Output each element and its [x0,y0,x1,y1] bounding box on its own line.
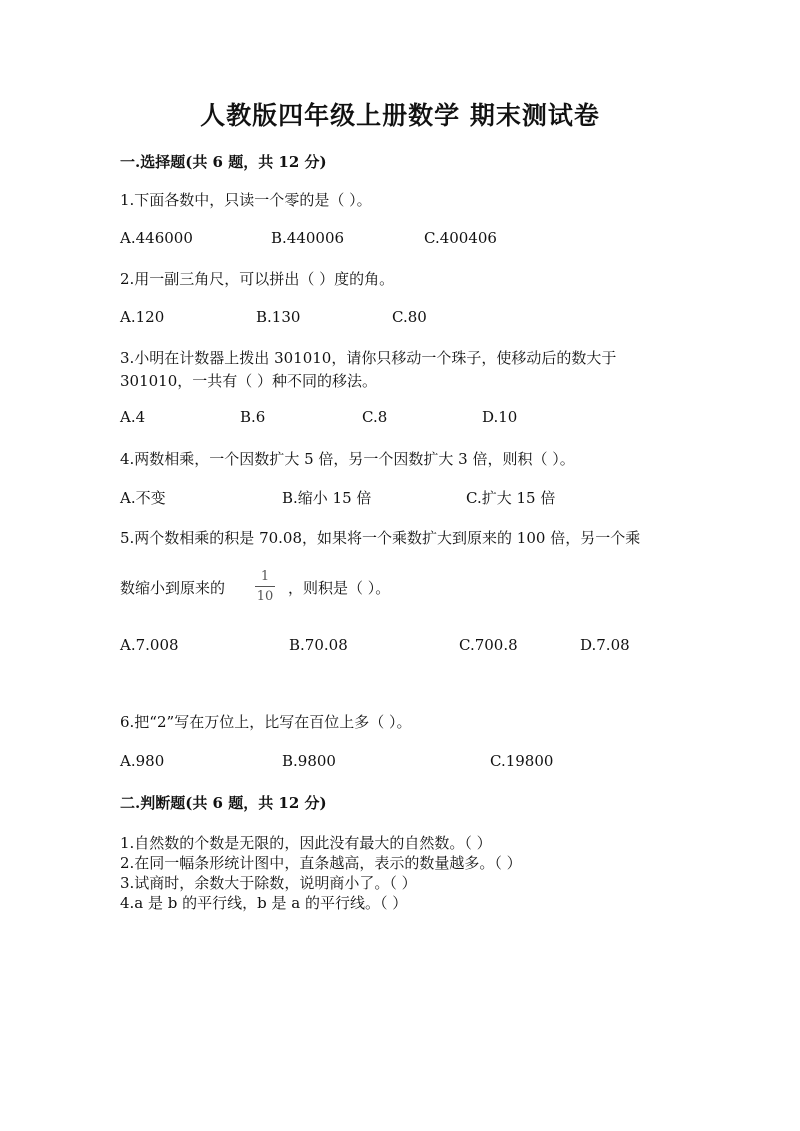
question-3-option-a: A.4 [120,408,146,426]
question-6-text: 6.把“2”写在万位上，比写在百位上多（ ）。 [120,713,412,731]
question-1-option-b: B.440006 [271,229,345,247]
fraction-one-tenth [255,569,275,604]
question-5-option-c: C.700.8 [459,636,518,654]
question-3-line-2: 301010，一共有（ ）种不同的移法。 [120,372,378,390]
question-6-option-b: B.9800 [282,752,336,770]
question-4-text: 4.两数相乘，一个因数扩大 5 倍，另一个因数扩大 3 倍，则积（ ）。 [120,450,575,468]
question-4-option-c: C.扩大 15 倍 [466,489,556,507]
question-1-text: 1.下面各数中，只读一个零的是（ ）。 [120,191,372,209]
section-heading-judgment: 二.判断题(共 6 题，共 12 分) [120,794,327,812]
fraction-denominator: 10 [256,589,274,604]
judgment-item-4: 4.a 是 b 的平行线，b 是 a 的平行线。（ ） [120,894,408,912]
question-3-line-1: 3.小明在计数器上拨出 301010，请你只移动一个珠子，使移动后的数大于 [120,349,617,367]
fraction-bar [255,586,275,587]
question-2-text: 2.用一副三角尺，可以拼出（ ）度的角。 [120,270,395,288]
question-2-option-c: C.80 [392,308,427,326]
question-5-option-b: B.70.08 [289,636,348,654]
question-5-line-2-after: ，则积是（ ）。 [288,579,391,597]
question-6-option-c: C.19800 [490,752,554,770]
question-4-option-a: A.不变 [120,489,166,507]
question-3-option-d: D.10 [482,408,518,426]
question-2-option-a: A.120 [120,308,165,326]
question-2-option-b: B.130 [256,308,301,326]
fraction-numerator: 1 [260,569,270,584]
judgment-item-2: 2.在同一幅条形统计图中，直条越高，表示的数量越多。（ ） [120,854,522,872]
page-title: 人教版四年级上册数学 期末测试卷 [200,101,600,130]
question-5-line-1: 5.两个数相乘的积是 70.08，如果将一个乘数扩大到原来的 100 倍，另一个乘 [120,529,641,547]
judgment-item-3: 3.试商时，余数大于除数，说明商小了。（ ） [120,874,417,892]
question-5-option-d: D.7.08 [580,636,630,654]
question-6-option-a: A.980 [120,752,165,770]
question-5-option-a: A.7.008 [120,636,179,654]
question-5-line-2-before: 数缩小到原来的 [120,579,226,597]
judgment-item-1: 1.自然数的个数是无限的，因此没有最大的自然数。（ ） [120,834,492,852]
question-1-option-a: A.446000 [120,229,193,247]
question-1-option-c: C.400406 [424,229,497,247]
question-3-option-c: C.8 [362,408,388,426]
question-4-option-b: B.缩小 15 倍 [282,489,372,507]
section-heading-choice: 一.选择题(共 6 题，共 12 分) [120,153,327,171]
question-3-option-b: B.6 [240,408,266,426]
